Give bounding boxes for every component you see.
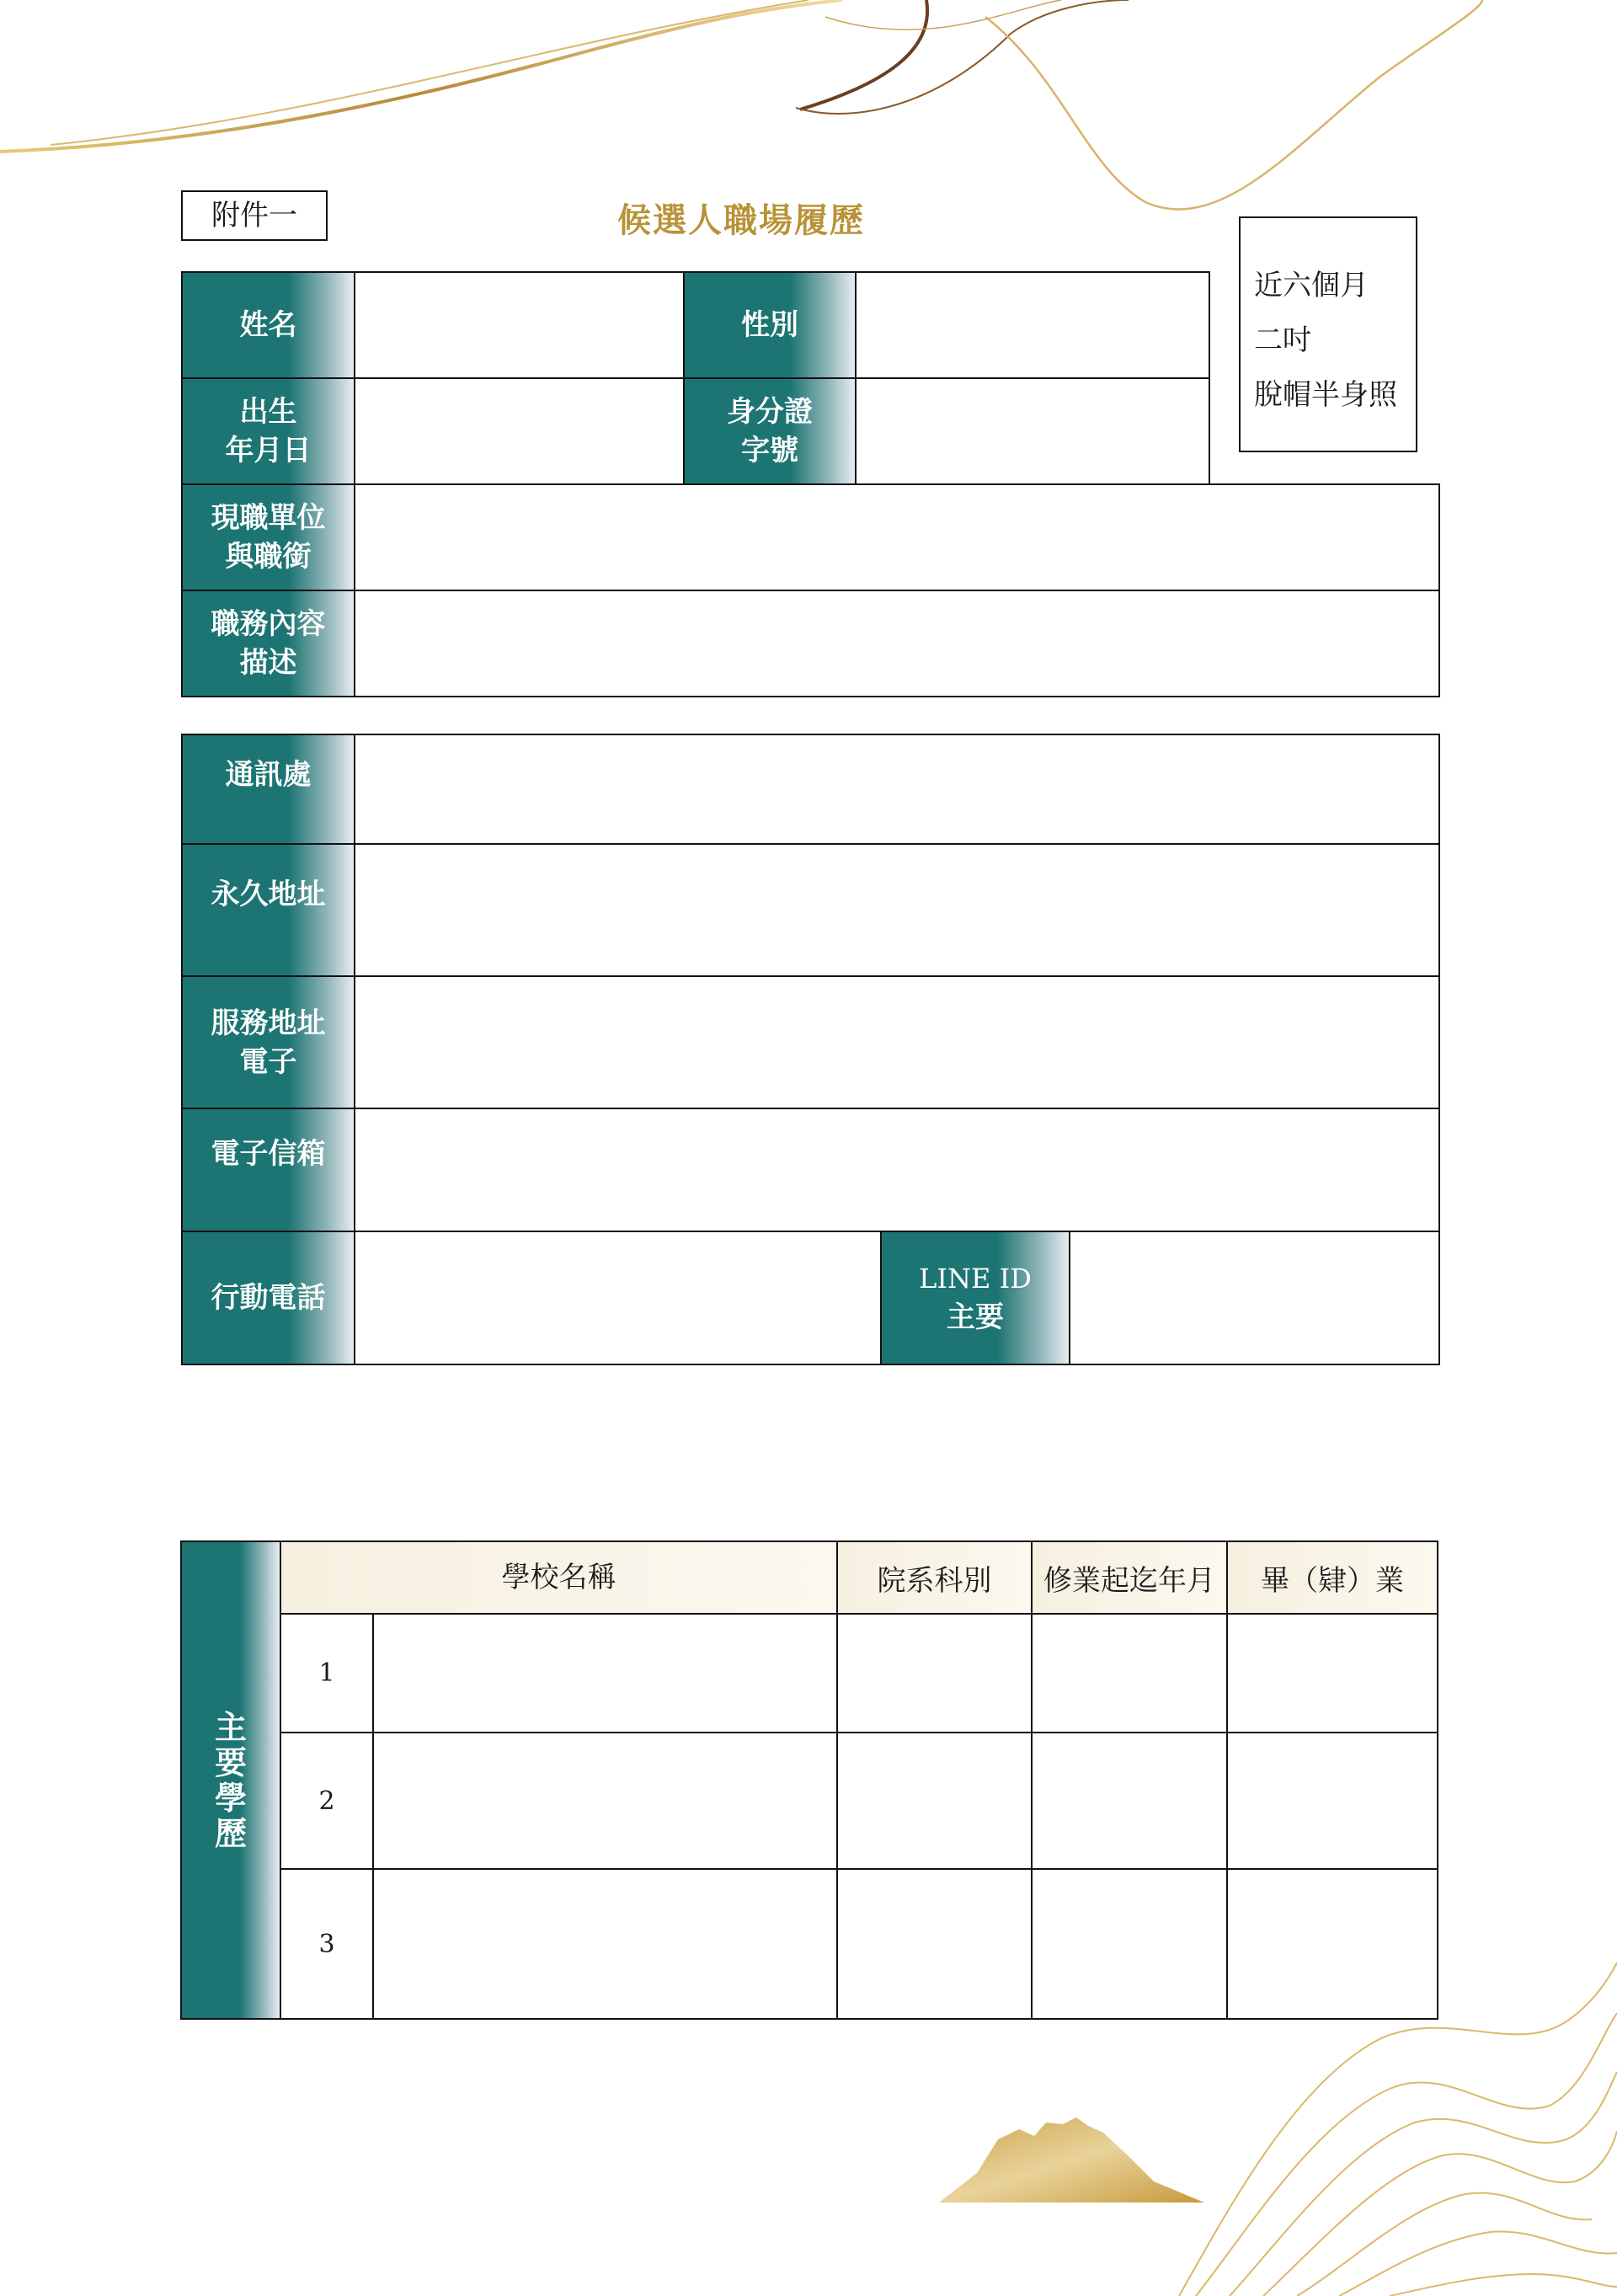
attachment-label: 附件一: [181, 190, 328, 241]
mailing-address-label: 通訊處: [182, 734, 355, 844]
photo-hint-line-2: 二吋: [1254, 323, 1311, 357]
department-field[interactable]: [837, 1733, 1032, 1869]
study-period-header: 修業起迄年月: [1032, 1541, 1227, 1614]
department-header: 院系科別: [837, 1541, 1032, 1614]
education-side-label: [181, 1541, 280, 2019]
education-row: [181, 1733, 1438, 1869]
school-name-field[interactable]: [373, 1733, 837, 1869]
mobile-phone-label: 行動電話: [182, 1231, 355, 1364]
department-field[interactable]: [837, 1614, 1032, 1733]
department-field[interactable]: [837, 1869, 1032, 2019]
line-id-label-line-2: 主要: [947, 1300, 1004, 1334]
mountain-decoration: [939, 2117, 1204, 2203]
work-address-label-line-2: 電子: [239, 1044, 297, 1079]
email-label: 電子信箱: [182, 1108, 355, 1231]
work-address-field[interactable]: [355, 976, 1439, 1108]
education-side-char-3: 學: [214, 1778, 247, 1817]
gender-label: 性別: [684, 272, 856, 378]
school-name-header: 學校名稱: [280, 1541, 837, 1614]
graduation-status-field[interactable]: [1227, 1733, 1438, 1869]
id-number-label-line-2: 字號: [741, 434, 798, 467]
job-description-label-line-2: 描述: [239, 646, 297, 680]
job-description-label: [182, 590, 355, 697]
row-number: 2: [280, 1733, 373, 1869]
current-position-label-line-1: 現職單位: [211, 501, 326, 535]
mailing-address-field[interactable]: [355, 734, 1439, 844]
name-field[interactable]: [355, 272, 684, 378]
current-position-label-line-2: 與職銜: [225, 540, 312, 574]
current-position-label: [182, 484, 355, 590]
education-side-char-1: 主: [214, 1707, 247, 1746]
birth-date-label-line-2: 年月日: [225, 434, 312, 467]
permanent-address-field[interactable]: [355, 844, 1439, 976]
id-number-label: [684, 378, 856, 484]
form-title: 候選人職場履歷: [617, 200, 865, 240]
permanent-address-label: 永久地址: [182, 844, 355, 976]
contact-info-table: [181, 734, 1440, 1365]
education-side-char-2: 要: [214, 1743, 247, 1781]
study-period-field[interactable]: [1032, 1869, 1227, 2019]
birth-date-label: [182, 378, 355, 484]
graduation-status-header: 畢（肄）業: [1227, 1541, 1438, 1614]
row-number: 3: [280, 1869, 373, 2019]
graduation-status-field[interactable]: [1227, 1614, 1438, 1733]
current-position-field[interactable]: [355, 484, 1439, 590]
photo-hint-line-1: 近六個月: [1254, 269, 1369, 302]
id-number-field[interactable]: [856, 378, 1209, 484]
work-address-label-line-1: 服務地址: [211, 1006, 326, 1040]
graduation-status-field[interactable]: [1227, 1869, 1438, 2019]
photo-hint-line-3: 脫帽半身照: [1254, 378, 1397, 412]
work-address-label: [182, 976, 355, 1108]
personal-info-table: [181, 271, 1440, 697]
education-table: [180, 1540, 1438, 2020]
row-number: 1: [280, 1614, 373, 1733]
job-description-field[interactable]: [355, 590, 1439, 697]
gender-field[interactable]: [856, 272, 1209, 378]
email-field[interactable]: [355, 1108, 1439, 1231]
education-row: [181, 1869, 1438, 2019]
education-row: [181, 1614, 1438, 1733]
photo-spacer: [1209, 272, 1439, 484]
birth-date-field[interactable]: [355, 378, 684, 484]
name-label: 姓名: [182, 272, 355, 378]
line-id-field[interactable]: [1070, 1231, 1439, 1364]
birth-date-label-line-1: 出生: [239, 395, 297, 429]
mobile-phone-field[interactable]: [355, 1231, 881, 1364]
education-side-char-4: 歷: [214, 1813, 247, 1852]
school-name-field[interactable]: [373, 1614, 837, 1733]
study-period-field[interactable]: [1032, 1733, 1227, 1869]
line-id-label: [881, 1231, 1070, 1364]
school-name-field[interactable]: [373, 1869, 837, 2019]
job-description-label-line-1: 職務內容: [211, 607, 326, 641]
id-number-label-line-1: 身分證: [727, 395, 813, 429]
top-swirl-decoration: [0, 0, 1482, 209]
study-period-field[interactable]: [1032, 1614, 1227, 1733]
line-id-label-line-1: LINE ID: [919, 1263, 1032, 1295]
